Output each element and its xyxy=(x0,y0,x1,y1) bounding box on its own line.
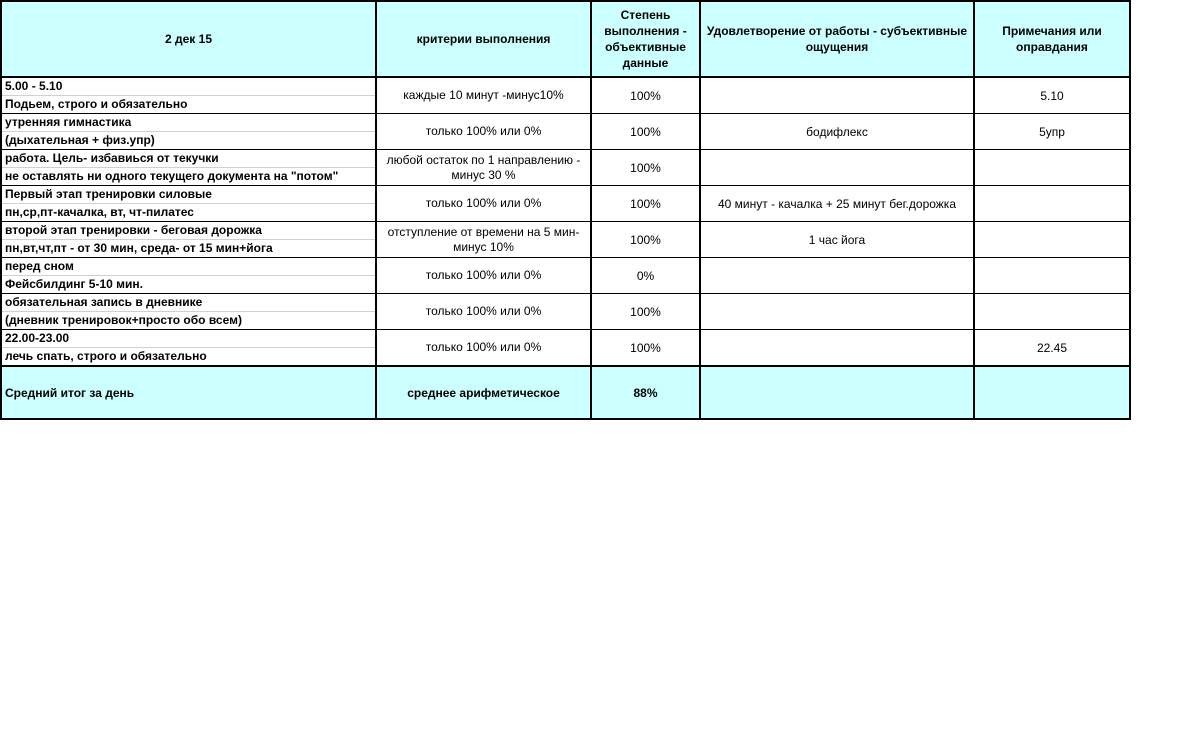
task-title: Первый этап тренировки силовые xyxy=(2,186,375,204)
criteria-cell[interactable]: только 100% или 0% xyxy=(376,330,591,367)
task-desc: пн,вт,чт,пт - от 30 мин, среда- от 15 мин+йога xyxy=(5,241,273,255)
task-cell[interactable] xyxy=(1,77,376,114)
task-desc: Подьем, строго и обязательно xyxy=(5,97,188,111)
satisfaction-cell[interactable] xyxy=(700,330,974,367)
total-label[interactable]: Средний итог за день xyxy=(1,366,376,419)
notes-cell[interactable]: 5.10 xyxy=(974,77,1130,114)
task-cell[interactable] xyxy=(1,258,376,294)
criteria-cell[interactable]: отступление от времени на 5 мин- минус 10% xyxy=(376,222,591,258)
notes-cell[interactable] xyxy=(974,258,1130,294)
header-row xyxy=(1,1,1130,77)
degree-cell[interactable]: 100% xyxy=(591,294,700,330)
satisfaction-cell[interactable] xyxy=(700,294,974,330)
table-row xyxy=(1,150,1130,186)
task-desc: (дневник тренировок+просто обо всем) xyxy=(5,313,242,327)
table-row xyxy=(1,77,1130,114)
notes-cell[interactable]: 22.45 xyxy=(974,330,1130,367)
satisfaction-cell[interactable] xyxy=(700,77,974,114)
task-cell[interactable] xyxy=(1,294,376,330)
notes-cell[interactable] xyxy=(974,222,1130,258)
table-row xyxy=(1,114,1130,150)
notes-cell[interactable]: 5упр xyxy=(974,114,1130,150)
table-row xyxy=(1,186,1130,222)
satisfaction-cell[interactable]: 1 час йога xyxy=(700,222,974,258)
task-title: перед сном xyxy=(2,258,375,276)
task-time: 22.00-23.00 xyxy=(2,330,375,348)
criteria-cell[interactable]: только 100% или 0% xyxy=(376,294,591,330)
task-desc: не оставлять ни одного текущего документа на "потом" xyxy=(5,169,339,183)
notes-cell[interactable] xyxy=(974,186,1130,222)
task-title: второй этап тренировки - беговая дорожка xyxy=(2,222,375,240)
header-criteria[interactable]: критерии выполнения xyxy=(376,1,591,77)
satisfaction-cell[interactable] xyxy=(700,258,974,294)
task-cell[interactable] xyxy=(1,150,376,186)
header-notes[interactable]: Примечания или оправдания xyxy=(974,1,1130,77)
header-date[interactable]: 2 дек 15 xyxy=(1,1,376,77)
task-cell[interactable] xyxy=(1,330,376,367)
task-desc: Фейсбилдинг 5-10 мин. xyxy=(5,277,143,291)
degree-cell[interactable]: 100% xyxy=(591,77,700,114)
task-cell[interactable] xyxy=(1,222,376,258)
table-row xyxy=(1,222,1130,258)
task-time: 5.00 - 5.10 xyxy=(2,78,375,96)
criteria-cell[interactable]: каждые 10 минут -минус10% xyxy=(376,77,591,114)
total-notes[interactable] xyxy=(974,366,1130,419)
table-row xyxy=(1,330,1130,367)
satisfaction-cell[interactable]: бодифлекс xyxy=(700,114,974,150)
criteria-cell[interactable]: только 100% или 0% xyxy=(376,258,591,294)
task-title: обязательная запись в дневнике xyxy=(2,294,375,312)
table-row xyxy=(1,294,1130,330)
header-degree[interactable]: Степень выполнения - объективные данные xyxy=(591,1,700,77)
satisfaction-cell[interactable] xyxy=(700,150,974,186)
task-cell[interactable] xyxy=(1,114,376,150)
criteria-cell[interactable]: любой остаток по 1 направлению - минус 30 % xyxy=(376,150,591,186)
degree-cell[interactable]: 100% xyxy=(591,186,700,222)
total-criteria[interactable]: среднее арифметическое xyxy=(376,366,591,419)
task-desc: лечь спать, строго и обязательно xyxy=(5,349,207,363)
total-satisfaction[interactable] xyxy=(700,366,974,419)
notes-cell[interactable] xyxy=(974,294,1130,330)
degree-cell[interactable]: 100% xyxy=(591,330,700,367)
notes-cell[interactable] xyxy=(974,150,1130,186)
task-cell[interactable] xyxy=(1,186,376,222)
total-row xyxy=(1,366,1130,419)
satisfaction-cell[interactable]: 40 минут - качалка + 25 минут бег.дорожка xyxy=(700,186,974,222)
header-satisfaction[interactable]: Удовлетворение от работы - субъективные ощущения xyxy=(700,1,974,77)
degree-cell[interactable]: 100% xyxy=(591,114,700,150)
degree-cell[interactable]: 100% xyxy=(591,150,700,186)
degree-cell[interactable]: 0% xyxy=(591,258,700,294)
table-row xyxy=(1,258,1130,294)
task-desc: (дыхательная + физ.упр) xyxy=(5,133,155,147)
criteria-cell[interactable]: только 100% или 0% xyxy=(376,114,591,150)
criteria-cell[interactable]: только 100% или 0% xyxy=(376,186,591,222)
task-title: работа. Цель- избавиься от текучки xyxy=(2,150,375,168)
task-desc: пн,ср,пт-качалка, вт, чт-пилатес xyxy=(5,205,194,219)
total-degree[interactable]: 88% xyxy=(591,366,700,419)
degree-cell[interactable]: 100% xyxy=(591,222,700,258)
task-title: утренняя гимнастика xyxy=(2,114,375,132)
